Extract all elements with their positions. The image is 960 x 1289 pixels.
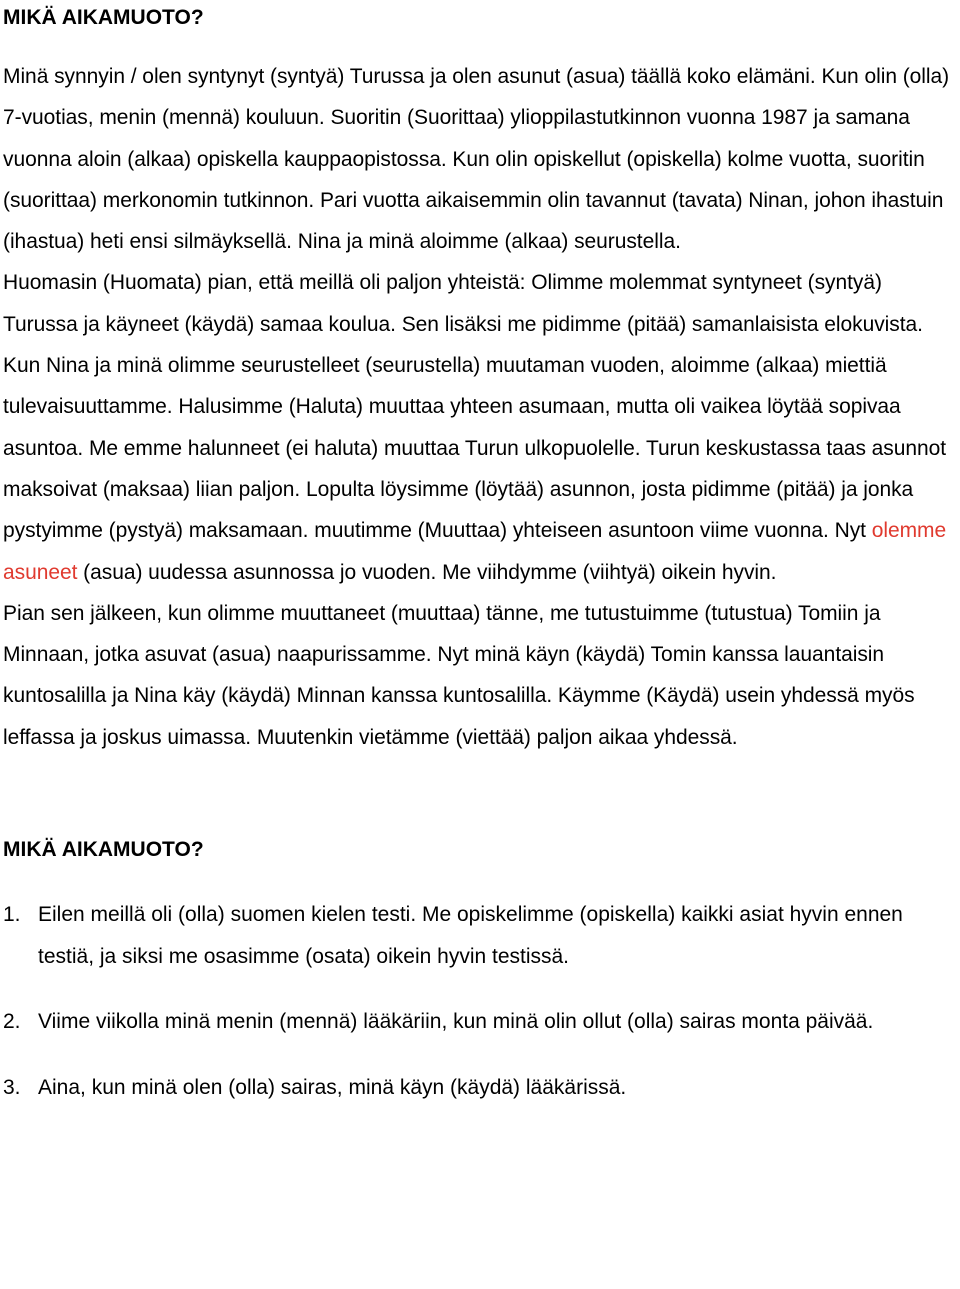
story-paragraph-3-text-before: Kun Nina ja minä olimme seurustelleet (seurustella) muutaman vuoden, aloimme (alkaa) miettiä tulevaisuuttamme. Halusimme (Haluta) muuttaa yhteen asumaan, mutta oli vaikea löytää sopivaa asuntoa. Me emme halunneet (ei haluta) muuttaa Turun ulkopuolelle. Turun keskustassa taas asunnot maksoivat (maksaa) liian paljon. Lopulta löysimme (löytää) asunnon, josta pidimme (pitää) ja jonka pystyimme (pystyä) maksamaan. muutimme (Muuttaa) yhteiseen asuntoon viime vuonna. Nyt [3,354,947,543]
story-paragraph-2: Huomasin (Huomata) pian, että meillä oli paljon yhteistä: Olimme molemmat syntyneet (syntyä) Turussa ja käyneet (käydä) samaa koulua. Sen lisäksi me pidimme (pitää) samanlaisista elokuvista. [3,271,923,336]
exercise-number: 3. [3,1075,21,1099]
exercise-number: 1. [3,903,21,927]
exercise-text: Aina, kun minä olen (olla) sairas, minä käyn (käydä) lääkärissä. [38,1075,627,1099]
exercise-text: Eilen meillä oli (olla) suomen kielen testi. Me opiskelimme (opiskella) kaikki asiat hyvin ennen testiä, ja siksi me osasimme (osata) oikein hyvin testissä. [38,903,903,968]
section-heading-2: MIKÄ AIKAMUOTO? [3,838,204,862]
exercise-item [3,1001,960,1043]
story-paragraph-3-text-after: (asua) uudessa asunnossa jo vuoden. Me viihdymme (viihtyä) oikein hyvin. [77,560,777,584]
exercise-list [3,894,960,1108]
story-paragraph-1-text: Minä synnyin / olen syntynyt (syntyä) Turussa ja olen asunut (asua) täällä koko elämäni. Kun olin (olla) 7-vuotias, menin (mennä) kouluun. Suoritin (Suorittaa) ylioppilastutkinnon vuonna 1987 ja samana vuonna aloin (alkaa) opiskella kauppaopistossa. Kun olin opiskellut (opiskella) kolme vuotta, suoritin (suorittaa) merkonomin tutkinnon. Pari vuotta aikaisemmin olin tavannut (tavata) Ninan, johon ihastuin (ihastua) heti ensi silmäyksellä. Nina ja minä aloimme (alkaa) seurustella. [3,65,950,254]
exercise-item [3,1067,960,1109]
exercise-number: 2. [3,1010,21,1034]
exercise-text: Viime viikolla minä menin (mennä) lääkäriin, kun minä olin ollut (olla) sairas monta päivää. [38,1010,874,1034]
story-paragraph-1 [3,56,960,262]
story-paragraph-4: Pian sen jälkeen, kun olimme muuttaneet (muuttaa) tänne, me tutustuimme (tutustua) Tomiin ja Minnaan, jotka asuvat (asua) naapurissamme. Nyt minä käyn (käydä) Tomin kanssa lauantaisin kuntosalilla ja Nina käy (käydä) Minnan kanssa kuntosalilla. Käymme (Käydä) usein yhdessä myös leffassa ja joskus uimassa. Muutenkin vietämme (viettää) paljon aikaa yhdessä. [3,601,915,749]
story-paragraph-3 [3,345,960,593]
story-text [3,56,960,758]
exercise-item [3,894,960,977]
highlighted-verb: olemme asuneet [3,519,947,584]
section-heading-1: MIKÄ AIKAMUOTO? [3,6,204,29]
